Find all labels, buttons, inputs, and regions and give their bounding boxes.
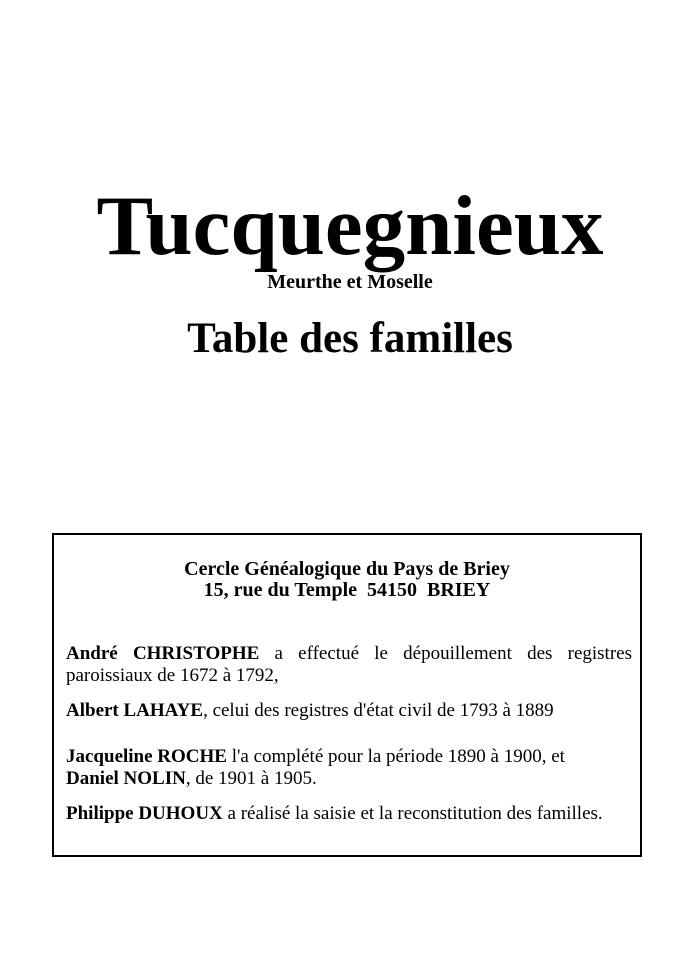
credit-name: Albert LAHAYE	[66, 700, 204, 721]
credit-name: Daniel NOLIN	[66, 768, 186, 789]
credits-box	[52, 533, 642, 857]
page-title: Tucquegnieux	[96, 179, 604, 273]
page-subtitle: Meurthe et Moselle	[267, 271, 433, 293]
credit-paragraph-roche-nolin	[66, 746, 632, 790]
page-heading: Table des familles	[187, 315, 513, 362]
credit-text: , celui des registres d'état civil de 1793 à 1889	[203, 700, 554, 721]
credit-name: André CHRISTOPHE	[66, 643, 260, 664]
credit-name: Philippe DUHOUX	[66, 803, 223, 824]
credit-text: l'a complété pour la période 1890 à 1900, et	[226, 746, 565, 767]
credit-text: a réalisé la saisie et la reconstitution des familles.	[222, 803, 603, 824]
organization-street-address: 15, rue du Temple 54150 BRIEY	[203, 579, 491, 601]
credit-name: Jacqueline ROCHE	[66, 746, 227, 767]
credit-paragraph-duhoux	[66, 803, 632, 825]
credit-text: , de 1901 à 1905.	[185, 768, 317, 789]
credit-paragraph-lahaye	[66, 700, 632, 722]
credit-text: a effectué le dépouillement des registres paroissiaux de 1672 à 1792,	[66, 643, 632, 686]
organization-name: Cercle Généalogique du Pays de Briey	[184, 558, 510, 580]
organization-address-block	[54, 559, 640, 601]
credit-paragraph-christophe	[66, 643, 632, 687]
